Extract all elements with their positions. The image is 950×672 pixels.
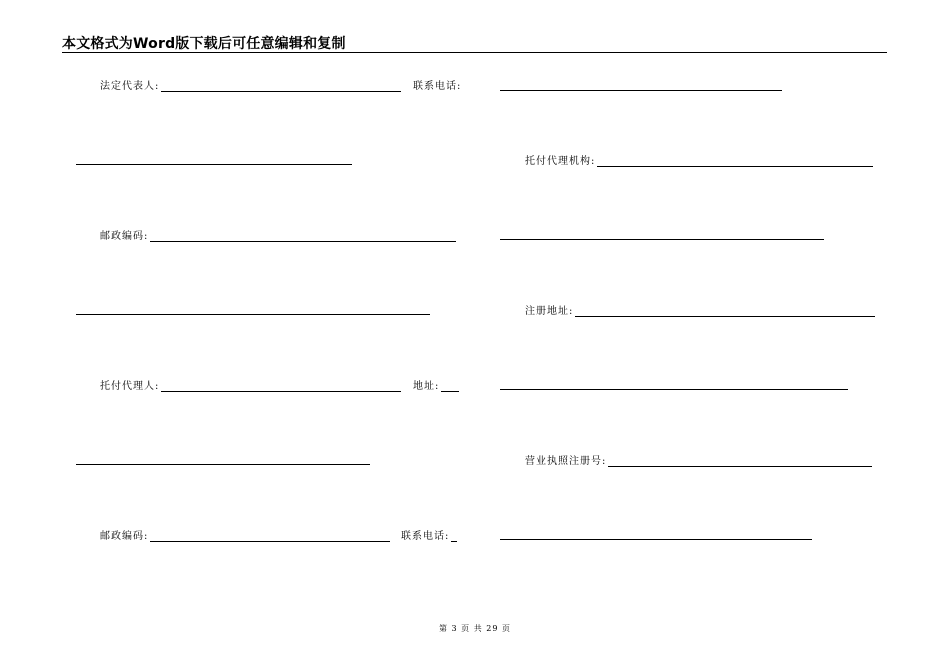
business-license-blank xyxy=(608,466,872,467)
address-blank-start xyxy=(441,391,459,392)
page-number-footer: 第 3 页 共 29 页 xyxy=(439,624,511,633)
agent-person-blank xyxy=(161,391,401,392)
agent-person-label: 托付代理人: xyxy=(100,381,160,392)
header-divider xyxy=(62,52,887,53)
registered-address-label: 注册地址: xyxy=(525,306,574,317)
phone-label-1: 联系电话: xyxy=(413,81,462,92)
agent-person-field xyxy=(100,379,401,393)
blank-line-row4-left xyxy=(76,314,430,315)
legal-representative-label: 法定代表人: xyxy=(100,81,160,92)
postcode-label-1: 邮政编码: xyxy=(100,231,149,242)
registered-address-field xyxy=(525,304,875,318)
postcode-field-1 xyxy=(100,229,456,243)
agent-organization-label: 托付代理机构: xyxy=(525,156,596,167)
phone-blank-1 xyxy=(500,90,782,91)
business-license-field xyxy=(525,454,872,468)
business-license-label: 营业执照注册号: xyxy=(525,456,607,467)
phone-blank-2-start xyxy=(451,541,457,542)
legal-representative-blank xyxy=(161,91,401,92)
address-field xyxy=(413,379,459,393)
phone-blank-2-continuation xyxy=(500,539,812,540)
blank-line-row3-right xyxy=(500,239,824,240)
phone-field-2 xyxy=(401,529,457,543)
address-label: 地址: xyxy=(413,381,440,392)
registered-address-blank xyxy=(575,316,875,317)
blank-line-row6-left xyxy=(76,464,370,465)
postcode-label-2: 邮政编码: xyxy=(100,531,149,542)
phone-label-2: 联系电话: xyxy=(401,531,450,542)
legal-representative-field xyxy=(100,79,401,93)
address-blank-continuation xyxy=(500,389,848,390)
postcode-field-2 xyxy=(100,529,390,543)
agent-organization-blank xyxy=(597,166,873,167)
agent-organization-field xyxy=(525,154,873,168)
phone-field-1 xyxy=(413,79,463,93)
document-header-title: 本文格式为Word版下载后可任意编辑和复制 xyxy=(62,36,346,52)
postcode-blank-1 xyxy=(150,241,456,242)
postcode-blank-2 xyxy=(150,541,390,542)
blank-line-row2-left xyxy=(76,164,352,165)
